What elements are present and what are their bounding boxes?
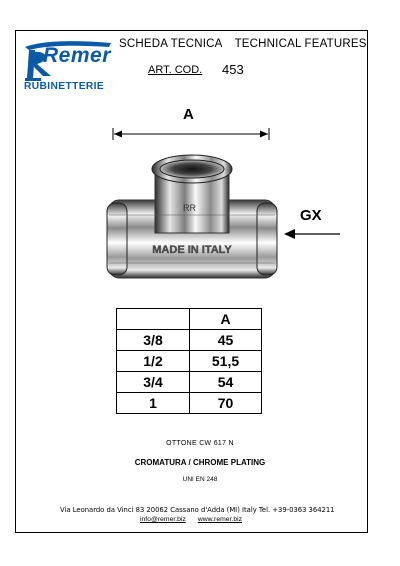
thread-arrow-icon [282, 227, 342, 241]
company-address: Via Leonardo da Vinci 83 20062 Cassano d'Adda (MI) Italy Tel. +39-0363 364211 [60, 506, 335, 514]
dimension-cell: 51,5 [190, 351, 262, 372]
title-italian: SCHEDA TECNICA [119, 38, 223, 50]
dimensions-table [116, 308, 262, 414]
dimension-a-label: A [183, 106, 194, 123]
table-row [117, 393, 262, 414]
embossed-made-in-italy: MADE IN ITALY [152, 244, 232, 256]
sheet-title [119, 38, 367, 50]
tee-fitting-image [103, 145, 281, 285]
embossed-mark: RR [183, 203, 196, 213]
table-header-a: A [190, 309, 262, 330]
dimension-a-arrow [112, 128, 270, 140]
size-cell: 1 [117, 393, 190, 414]
table-header-row [117, 309, 262, 330]
email-link[interactable]: info@remer.biz [140, 516, 186, 523]
plating-spec: CROMATURA / CHROME PLATING [134, 458, 266, 467]
size-cell: 1/2 [117, 351, 190, 372]
table-row [117, 330, 262, 351]
dimension-cell: 70 [190, 393, 262, 414]
website-link[interactable]: www.remer.biz [197, 516, 243, 523]
title-english: TECHNICAL FEATURES [234, 38, 367, 50]
table-row [117, 372, 262, 393]
article-code-value: 453 [222, 62, 244, 77]
size-cell: 3/4 [117, 372, 190, 393]
material-spec: OTTONE CW 617 N [166, 440, 234, 447]
table-header-size [117, 309, 190, 330]
logo-wordmark: Remer [43, 44, 111, 67]
size-cell: 3/8 [117, 330, 190, 351]
dimension-cell: 45 [190, 330, 262, 351]
norm-spec: UNI EN 248 [182, 476, 218, 483]
thread-type-label: GX [300, 207, 322, 224]
remer-logo [23, 38, 115, 94]
dimension-cell: 54 [190, 372, 262, 393]
logo-subtitle: RUBINETTERIE [24, 81, 105, 92]
table-row [117, 351, 262, 372]
article-code-label: ART. COD. [148, 64, 203, 76]
contact-links [140, 516, 242, 523]
